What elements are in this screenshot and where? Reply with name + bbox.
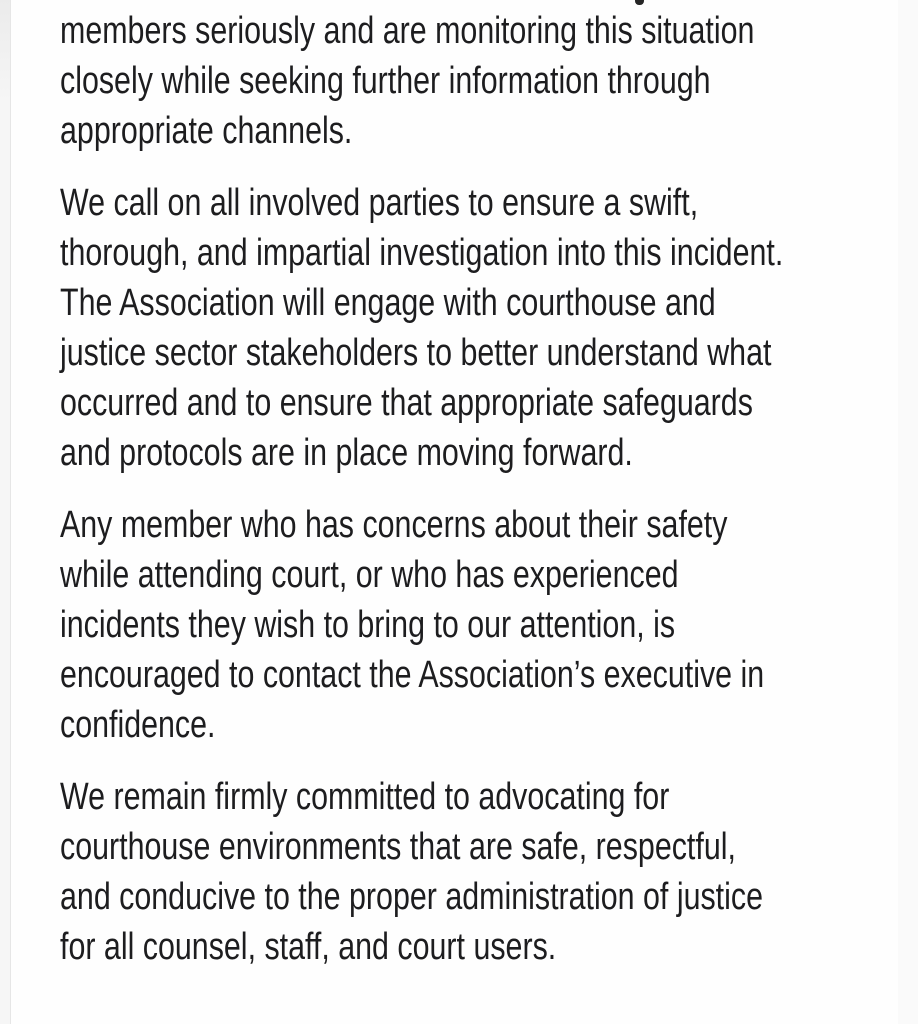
text-line: We remain firmly committed to advocating for — [60, 776, 670, 818]
text-line: encouraged to contact the Association’s executive in — [60, 654, 765, 696]
text-line: We call on all involved parties to ensure a swift, — [60, 182, 699, 224]
text-line: courthouse environments that are safe, respectful, — [60, 826, 736, 868]
text-line: closely while seeking further information through — [60, 60, 711, 102]
text-line: incidents they wish to bring to our attention, is — [60, 604, 676, 646]
text-line: confidence. — [60, 704, 216, 746]
paragraph — [60, 500, 783, 750]
document-content — [11, 0, 898, 1024]
clipped-line-fragment — [635, 0, 644, 5]
text-line: thorough, and impartial investigation into this incident. — [60, 232, 784, 274]
text-line: The Association will engage with courthouse and — [60, 282, 716, 324]
text-line: while attending court, or who has experienced — [60, 554, 679, 596]
paragraph — [60, 178, 783, 478]
page-right-margin — [898, 0, 918, 1024]
text-line: appropriate channels. — [60, 110, 353, 152]
text-line: for all counsel, staff, and court users. — [60, 926, 557, 968]
text-column — [60, 6, 783, 994]
paragraph — [60, 6, 783, 156]
text-line: justice sector stakeholders to better understand what — [60, 332, 772, 374]
paragraph — [60, 772, 783, 972]
text-line: occurred and to ensure that appropriate safeguards — [60, 382, 753, 424]
text-line: members seriously and are monitoring this situation — [60, 10, 755, 52]
text-line: and conducive to the proper administration of justice — [60, 876, 763, 918]
text-line: Any member who has concerns about their safety — [60, 504, 728, 546]
page-left-margin — [0, 0, 11, 1024]
text-line: and protocols are in place moving forward. — [60, 432, 633, 474]
